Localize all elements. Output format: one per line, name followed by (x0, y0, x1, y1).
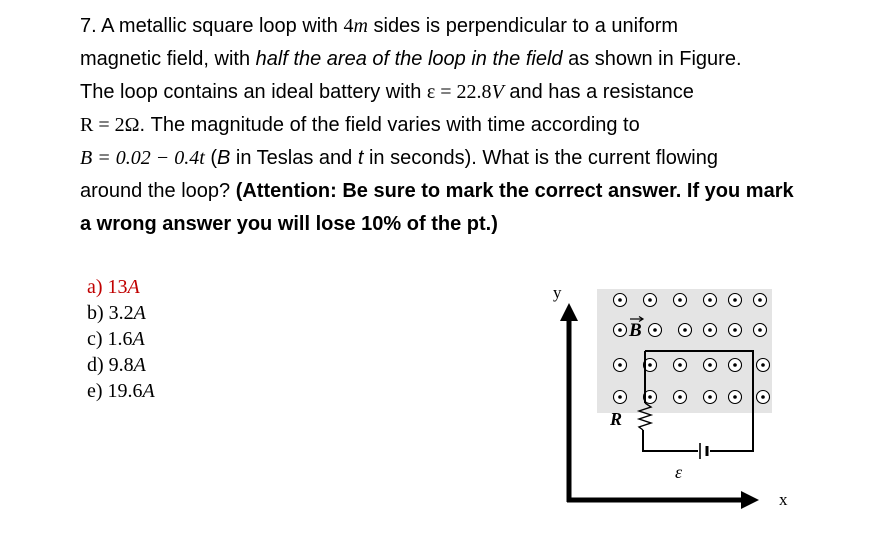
option-letter: e) (87, 380, 103, 402)
option-unit: A (142, 380, 155, 402)
text-segment: ( (204, 147, 217, 169)
option-letter: d) (87, 354, 104, 376)
text-segment: A metallic square loop with (101, 15, 344, 37)
field-equation: B = 0.02 − 0.4t (80, 147, 205, 169)
option-c[interactable] (87, 326, 155, 352)
attention-note: (Attention: Be sure to mark the correct answer. If you mark (235, 180, 794, 202)
emf-value: ε = 22.8 (426, 81, 492, 103)
loop-figure (545, 275, 805, 515)
option-unit: A (127, 276, 140, 298)
option-unit: A (133, 354, 146, 376)
emf-label: ε (675, 462, 683, 482)
attention-note: a wrong answer you will lose 10% of the pt.) (80, 213, 498, 235)
emphasized-text: half the area of the loop in the field (255, 48, 563, 70)
problem-line-7 (80, 208, 850, 241)
side-length-value: 4 (343, 15, 354, 37)
b-field-label: B (629, 320, 642, 341)
problem-line-5 (80, 142, 850, 175)
text-segment: sides is perpendicular to a uniform (367, 15, 679, 37)
option-letter: a) (87, 276, 103, 298)
option-unit: A (133, 302, 146, 324)
y-axis-label: y (553, 283, 562, 302)
problem-line-4 (80, 109, 850, 142)
option-value: 19.6 (107, 380, 143, 402)
option-letter: c) (87, 328, 103, 350)
problem-number: 7. (80, 15, 97, 37)
y-axis-arrow-icon (560, 303, 578, 321)
resistance-value: R = 2Ω (80, 114, 140, 136)
text-segment: in seconds). What is the current flowing (363, 147, 718, 169)
problem-line-1 (80, 10, 850, 43)
text-segment: and has a resistance (503, 81, 694, 103)
option-unit: A (132, 328, 145, 350)
side-length-unit: m (353, 15, 368, 37)
option-value: 3.2 (108, 302, 134, 324)
option-b[interactable] (87, 300, 155, 326)
option-a[interactable] (87, 274, 155, 300)
variable-b: B (216, 147, 231, 169)
option-d[interactable] (87, 352, 155, 378)
option-e[interactable] (87, 378, 155, 404)
option-value: 1.6 (107, 328, 133, 350)
text-segment: . The magnitude of the field varies with time according to (139, 114, 640, 136)
problem-line-6 (80, 175, 850, 208)
variable-t: t (357, 147, 364, 169)
problem-line-2 (80, 43, 850, 76)
option-letter: b) (87, 302, 104, 324)
option-value: 9.8 (108, 354, 134, 376)
text-segment: in Teslas and (230, 147, 358, 169)
text-segment: around the loop? (80, 180, 236, 202)
problem-line-3 (80, 76, 850, 109)
battery-icon (700, 443, 707, 459)
resistor-label: R (610, 409, 623, 429)
text-segment: magnetic field, with (80, 48, 256, 70)
text-segment: as shown in Figure. (562, 48, 742, 70)
x-axis-label: x (779, 490, 788, 509)
answer-options (87, 274, 155, 404)
problem-statement (80, 10, 850, 241)
x-axis-arrow-icon (741, 491, 759, 509)
text-segment: The loop contains an ideal battery with (80, 81, 427, 103)
option-value: 13 (107, 276, 128, 298)
emf-unit: V (491, 81, 504, 103)
